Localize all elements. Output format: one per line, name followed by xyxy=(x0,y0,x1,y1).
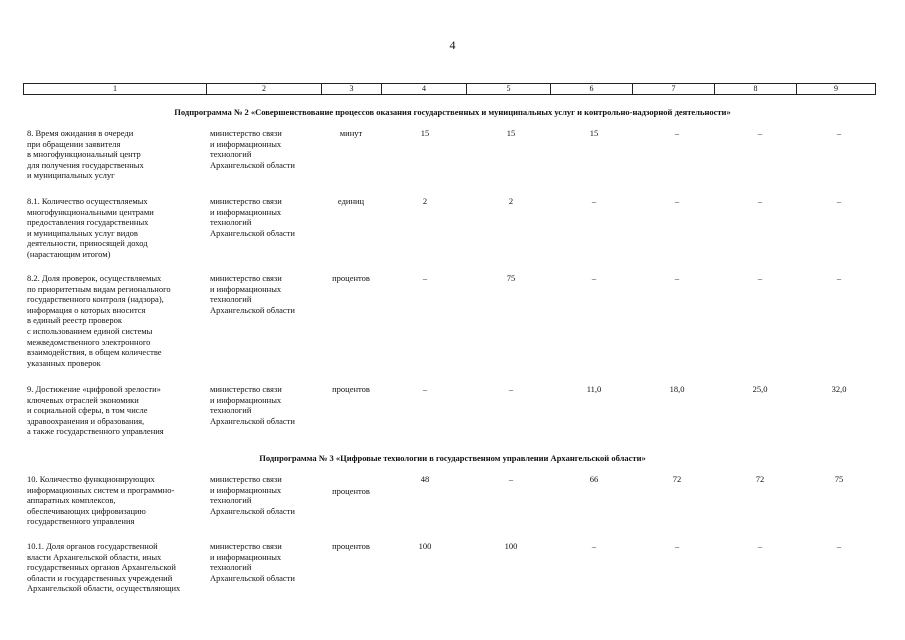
column-number-6: 6 xyxy=(551,84,633,95)
value-col-4: 48 xyxy=(420,474,430,484)
value-col-9: 32,0 xyxy=(831,384,847,394)
value-col-7: – xyxy=(674,196,680,206)
value-col-4: 15 xyxy=(420,128,430,138)
value-col-5: – xyxy=(508,474,514,484)
indicator-name: 8. Время ожидания в очереди при обращении заявителя в многофункциональный центр для получения государственных и муниципальных услуг xyxy=(27,128,144,181)
value-col-4: 2 xyxy=(422,196,428,206)
value-col-9: – xyxy=(836,273,842,283)
page-number: 4 xyxy=(449,38,456,52)
column-number-7: 7 xyxy=(633,84,715,95)
indicator-name: 8.2. Доля проверок, осуществляемых по приоритетным видам регионального государственного контроля (надзора), информация о которых вносится в единый реестр проверок с использованием единой системы межведомственного электронного взаимодействия, в общем количестве указанных проверок xyxy=(27,273,171,368)
responsible-executor: министерство связи и информационных технологий Архангельской области xyxy=(210,384,295,426)
value-col-5: 2 xyxy=(508,196,514,206)
column-number-1: 1 xyxy=(24,84,207,95)
value-col-8: 25,0 xyxy=(752,384,768,394)
value-col-4: – xyxy=(422,384,428,394)
value-col-9: – xyxy=(836,128,842,138)
value-col-7: 18,0 xyxy=(669,384,685,394)
value-col-6: – xyxy=(591,196,597,206)
responsible-executor: министерство связи и информационных технологий Архангельской области xyxy=(210,128,295,170)
column-number-8: 8 xyxy=(715,84,797,95)
value-col-7: – xyxy=(674,128,680,138)
value-col-6: – xyxy=(591,541,597,551)
value-col-8: – xyxy=(757,273,763,283)
unit-of-measure: минут xyxy=(339,128,363,138)
value-col-6: – xyxy=(591,273,597,283)
value-col-8: – xyxy=(757,128,763,138)
subprogram-2-heading: Подпрограмма № 2 «Совершенствование процессов оказания государственных и муниципальных услуг и контрольно-надзорной деятельности» xyxy=(174,107,731,117)
responsible-executor: министерство связи и информационных технологий Архангельской области xyxy=(210,273,295,315)
unit-of-measure: процентов xyxy=(332,486,370,496)
value-col-8: – xyxy=(757,541,763,551)
value-col-7: – xyxy=(674,541,680,551)
unit-of-measure: единиц xyxy=(337,196,365,206)
value-col-9: 75 xyxy=(834,474,844,484)
value-col-7: – xyxy=(674,273,680,283)
value-col-6: 11,0 xyxy=(586,384,602,394)
column-number-9: 9 xyxy=(797,84,876,95)
value-col-5: 15 xyxy=(506,128,516,138)
responsible-executor: министерство связи и информационных технологий Архангельской области xyxy=(210,541,295,583)
column-number-3: 3 xyxy=(322,84,382,95)
subprogram-3-heading: Подпрограмма № 3 «Цифровые технологии в государственном управлении Архангельской области» xyxy=(259,453,646,463)
column-number-5: 5 xyxy=(467,84,551,95)
column-number-2: 2 xyxy=(207,84,322,95)
value-col-4: – xyxy=(422,273,428,283)
indicator-name: 8.1. Количество осуществляемых многофункциональными центрами предоставления государственных и муниципальных услуг видов деятельности, приносящей доход (нарастающим итогом) xyxy=(27,196,154,259)
value-col-9: – xyxy=(836,196,842,206)
responsible-executor: министерство связи и информационных технологий Архангельской области xyxy=(210,196,295,238)
value-col-5: 100 xyxy=(504,541,518,551)
column-number-4: 4 xyxy=(382,84,467,95)
value-col-8: – xyxy=(757,196,763,206)
value-col-4: 100 xyxy=(418,541,432,551)
unit-of-measure: процентов xyxy=(332,384,370,394)
value-col-9: – xyxy=(836,541,842,551)
unit-of-measure: процентов xyxy=(332,541,370,551)
responsible-executor: министерство связи и информационных технологий Архангельской области xyxy=(210,474,295,516)
value-col-7: 72 xyxy=(672,474,682,484)
column-number-header xyxy=(23,83,876,95)
indicator-name: 10. Количество функционирующих информационных систем и программно- аппаратных комплексов, обеспечивающих цифровизацию государственного управления xyxy=(27,474,175,527)
indicator-name: 10.1. Доля органов государственной власти Архангельской области, иных государственных органов Архангельской области и государственных учреждений Архангельской области, осуществляющих xyxy=(27,541,181,594)
value-col-6: 66 xyxy=(589,474,599,484)
value-col-5: 75 xyxy=(506,273,516,283)
unit-of-measure: процентов xyxy=(332,273,370,283)
value-col-5: – xyxy=(508,384,514,394)
value-col-6: 15 xyxy=(589,128,599,138)
value-col-8: 72 xyxy=(755,474,765,484)
indicator-name: 9. Достижение «цифровой зрелости» ключевых отраслей экономики и социальной сферы, в том числе здравоохранения и образования, а также государственного управления xyxy=(27,384,164,437)
